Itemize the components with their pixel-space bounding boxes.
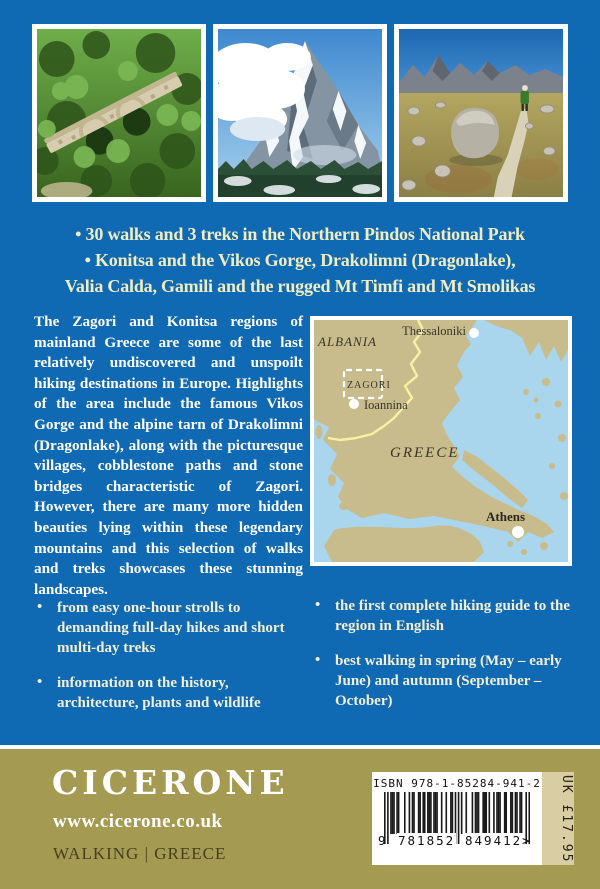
series-category: WALKING | GREECE — [53, 844, 227, 863]
bullet-text: information on the history, architecture, plants and wildlife — [57, 675, 261, 711]
barcode-digits — [378, 832, 530, 848]
map-label-greece: GREECE — [390, 445, 460, 461]
snowy-peak-photo — [213, 24, 387, 202]
stone-bridge-photo — [32, 24, 206, 202]
map-label-athens: Athens — [486, 509, 526, 524]
map-label-ioannina: Ioannina — [364, 398, 408, 412]
bullet-item — [34, 673, 306, 713]
barcode-panel — [372, 772, 542, 865]
headline-line-1: • 30 walks and 3 treks in the Northern Pindos National Park — [75, 224, 525, 244]
barcode-digits-left: 781852 — [398, 833, 456, 848]
hiker-trail-illustration — [399, 29, 563, 197]
bullet-item — [34, 598, 306, 658]
intro-paragraph: The Zagori and Konitsa regions of mainland Greece are some of the last relatively undiscovered and unspoilt hiking destinations in Europe. Highlights of the area include the famous Vikos Gorge and the alpine tarn of Drakolimni (Dragonlake), along with the picturesque villages, cobblestone paths and stone bridges characteristic of Zagori. However, there are many more hidden beauties lying within these legendary mountains and this selection of walks and treks showcases these stunning landscapes. — [34, 313, 303, 598]
stone-bridge-illustration — [37, 29, 201, 197]
map-thessaloniki-dot — [469, 328, 479, 338]
isbn-number: ISBN 978-1-85284-941-2 — [373, 777, 541, 790]
barcode-digits-right: 849412 — [465, 833, 523, 848]
snowy-peak-illustration — [218, 29, 382, 197]
barcode-digit-first: 9 — [378, 833, 386, 848]
map-athens-dot — [512, 526, 524, 538]
headline — [8, 221, 592, 299]
bullet-item — [312, 596, 578, 636]
publisher-website: www.cicerone.co.uk — [53, 811, 223, 832]
cicerone-logo: CICERONE — [52, 763, 289, 802]
headline-line-2: • Konitsa and the Vikos Gorge, Drakolimni (Dragonlake), — [84, 250, 516, 270]
photo-strip — [32, 24, 568, 202]
locator-map — [310, 316, 572, 566]
bullet-list-left — [34, 598, 306, 728]
bullet-marker: • — [315, 597, 321, 613]
barcode-end-mark: > — [522, 833, 530, 848]
map-label-thessaloniki: Thessaloniki — [402, 324, 466, 338]
bullet-marker: • — [37, 599, 43, 615]
barcode — [378, 792, 530, 862]
bullet-list-right — [312, 596, 578, 726]
map-label-zagori: ZAGORI — [347, 380, 391, 391]
map-label-albania: ALBANIA — [318, 334, 377, 349]
bullet-marker: • — [315, 652, 321, 668]
map-peloponnese — [324, 525, 484, 562]
headline-line-3: Valia Calda, Gamili and the rugged Mt Timfi and Mt Smolikas — [64, 276, 536, 296]
bullet-marker: • — [37, 674, 43, 690]
footer — [0, 749, 600, 889]
bullet-text: best walking in spring (May – early June) and autumn (September – October) — [335, 653, 562, 709]
map-ioannina-dot — [349, 399, 359, 409]
bullet-text: the first complete hiking guide to the region in English — [335, 598, 570, 634]
bullet-item — [312, 651, 578, 711]
price-tag: UK £17.95 — [542, 772, 574, 865]
bullet-text: from easy one-hour strolls to demanding full-day hikes and short multi-day treks — [57, 600, 285, 656]
hiker-trail-photo — [394, 24, 568, 202]
